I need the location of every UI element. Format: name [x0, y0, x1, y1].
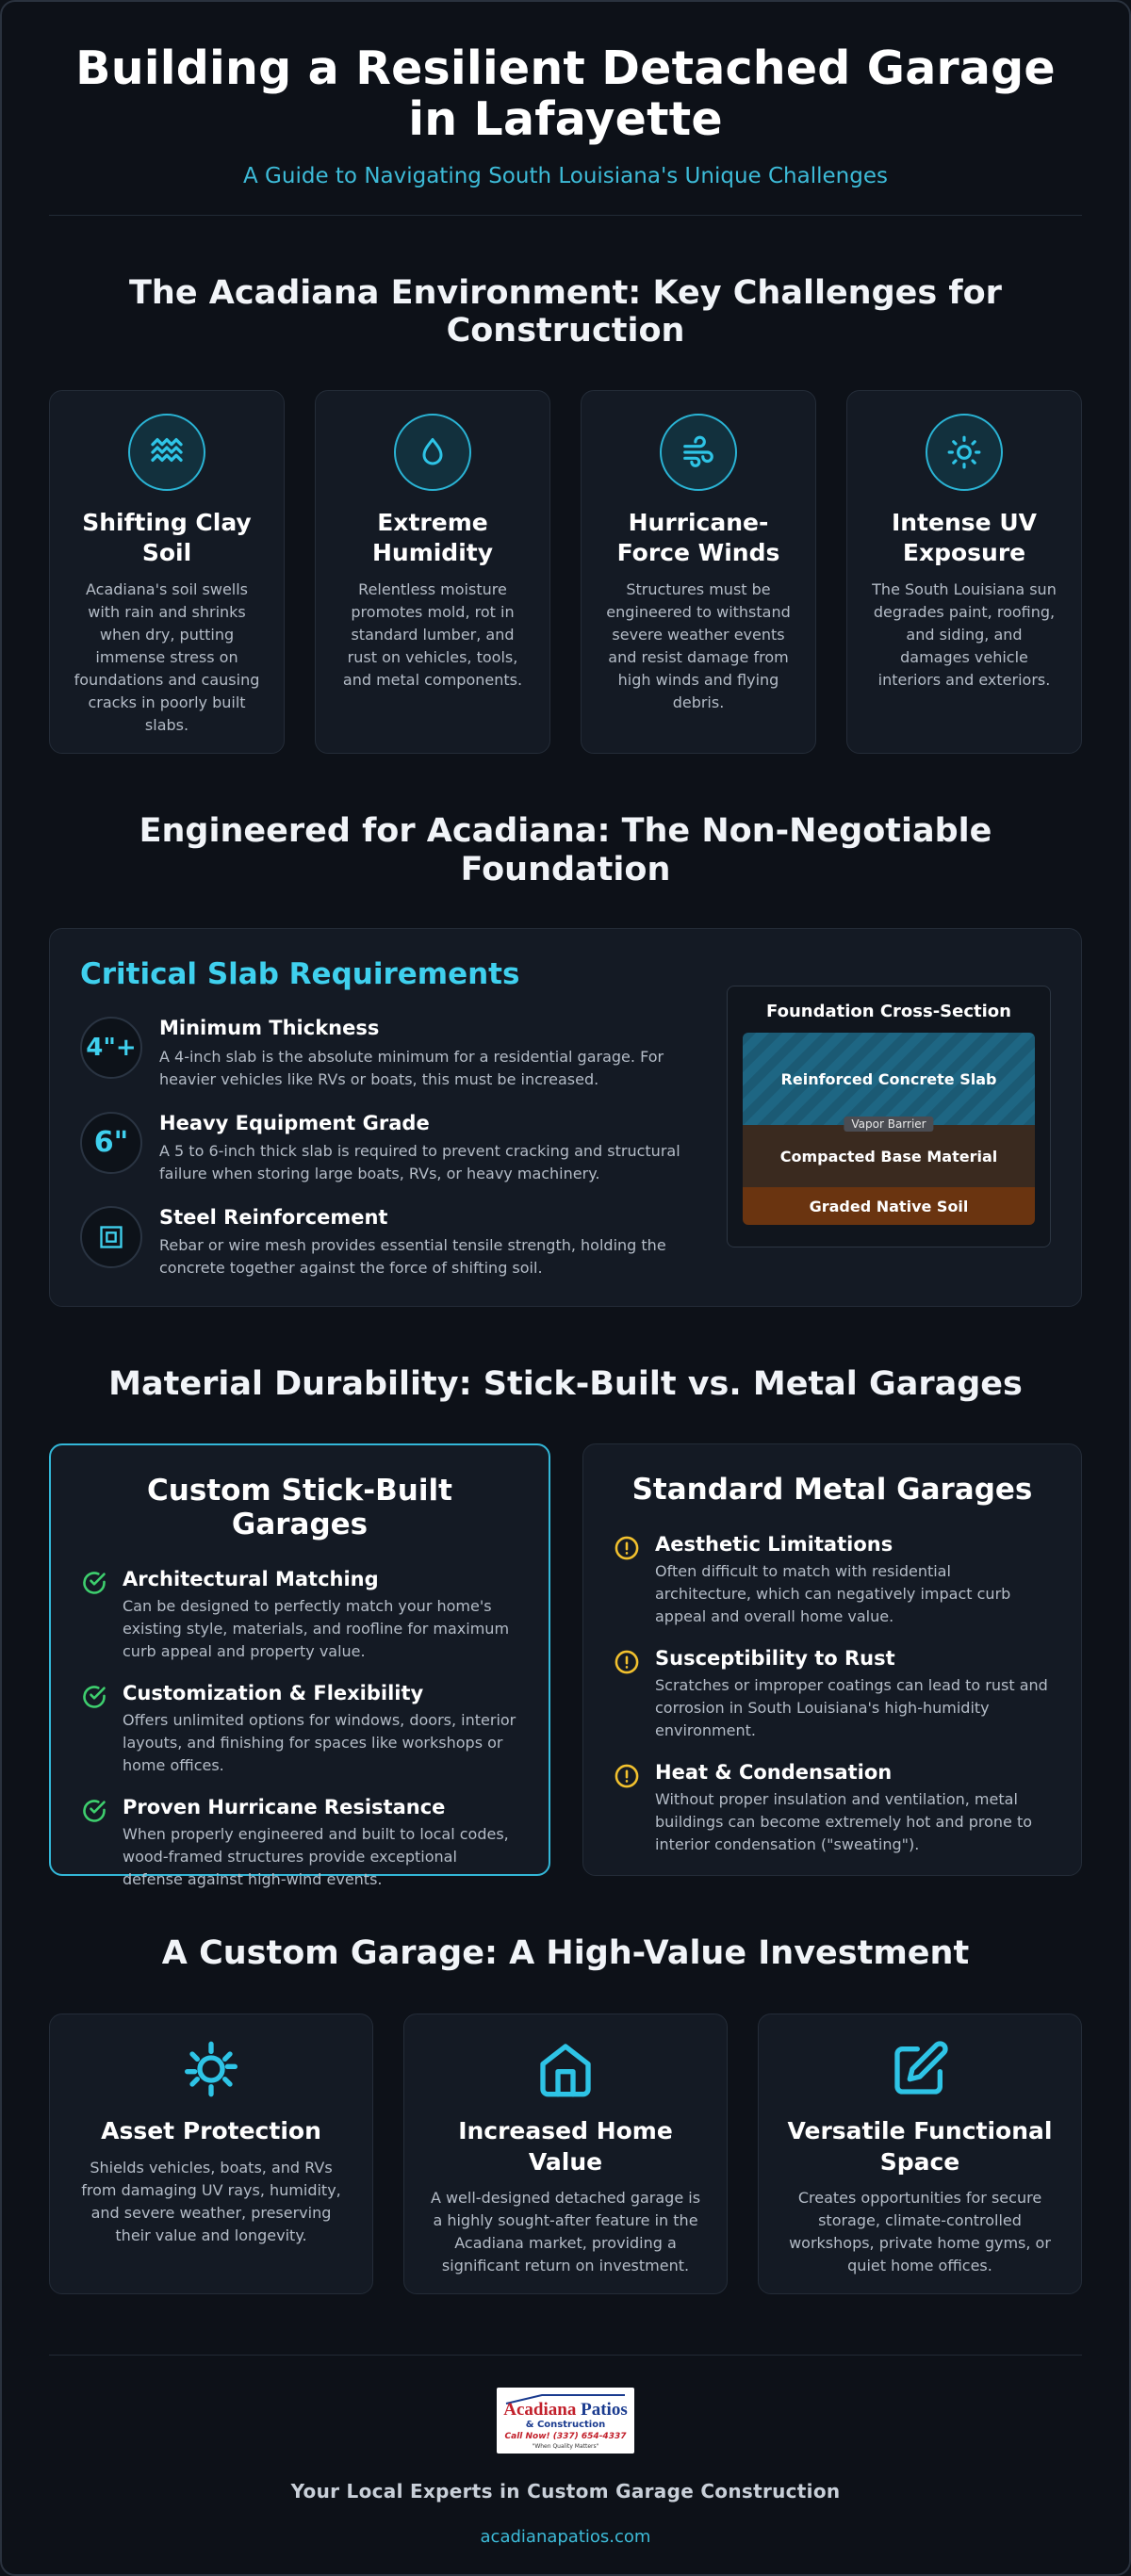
home-icon [535, 2039, 596, 2099]
shield-car-icon [181, 2039, 241, 2099]
challenge-card-humidity [315, 390, 550, 754]
pro-text: Offers unlimited options for windows, doors, interior layouts, and finishing for spaces like workshops or home offices. [123, 1711, 516, 1775]
layer-label: Reinforced Concrete Slab [780, 1069, 997, 1088]
requirement-item [80, 1206, 689, 1280]
investment-section [49, 1934, 1082, 2295]
con-title: Susceptibility to Rust [655, 1646, 895, 1670]
requirement-badge: 4"+ [80, 1017, 142, 1079]
layer-label: Graded Native Soil [809, 1197, 969, 1215]
footer [49, 2388, 1082, 2547]
requirement-item [80, 1017, 689, 1090]
layer-base [743, 1125, 1035, 1187]
foundation-section [49, 812, 1082, 1307]
edit-icon [890, 2039, 950, 2099]
divider [49, 215, 1082, 216]
investment-text: A well-designed detached garage is a highly sought-after feature in the Acadiana market, providing a significant return on investment. [430, 2189, 701, 2275]
metal-card [582, 1443, 1082, 1876]
requirement-text: A 5 to 6-inch thick slab is required to prevent cracking and structural failure when storing large boats, RVs, or heavy machinery. [159, 1141, 680, 1182]
con-text: Often difficult to match with residential architecture, which can negatively impact curb appeal and overall home value. [655, 1561, 1011, 1625]
stick-built-card [49, 1443, 550, 1889]
logo-slogan: "When Quality Matters" [532, 2443, 599, 2451]
investment-card-asset [49, 2014, 373, 2294]
investment-title: Versatile Functional Space [787, 2117, 1053, 2176]
pro-text: When properly engineered and built to local codes, wood-framed structures provide exceptional defense against high-wind events. [123, 1825, 509, 1889]
requirement-text: Rebar or wire mesh provides essential tensile strength, holding the concrete together against the force of shifting soil. [159, 1235, 666, 1277]
challenge-text: The South Louisiana sun degrades paint, roofing, and siding, and damages vehicle interiors and exteriors. [872, 579, 1057, 689]
investment-heading: A Custom Garage: A High-Value Investment [161, 1933, 970, 1972]
check-circle-icon [81, 1798, 107, 1824]
requirement-title: Steel Reinforcement [159, 1205, 388, 1229]
challenge-title: Extreme Humidity [371, 508, 494, 567]
pro-text: Can be designed to perfectly match your home's existing style, materials, and roofline for maximum curb appeal and property value. [123, 1596, 510, 1660]
alert-circle-icon [614, 1535, 640, 1561]
challenge-card-soil [49, 390, 285, 754]
con-item [614, 1647, 1051, 1742]
footer-divider [49, 2355, 1082, 2356]
logo-line-construction: & Construction [525, 2420, 606, 2431]
investment-title: Increased Home Value [458, 2117, 673, 2176]
con-text: Scratches or improper coatings can lead to rust and corrosion in South Louisiana's high-humidity environment. [655, 1676, 1048, 1740]
check-circle-icon [81, 1570, 107, 1596]
requirement-item [80, 1112, 689, 1185]
critical-slab-title: Critical Slab Requirements [80, 957, 520, 992]
requirement-badge: 6" [80, 1112, 142, 1174]
con-title: Heat & Condensation [655, 1761, 893, 1785]
company-logo[interactable] [497, 2388, 634, 2454]
challenge-text: Relentless moisture promotes mold, rot in standard lumber, and rust on vehicles, tools, and metal components. [342, 579, 523, 689]
pro-item [81, 1796, 518, 1891]
investment-card-home-value [403, 2014, 728, 2294]
investment-title: Asset Protection [101, 2117, 321, 2145]
requirement-text: A 4-inch slab is the absolute minimum for a residential garage. For heavier vehicles like RVs or boats, this must be increased. [159, 1047, 664, 1088]
metal-title: Standard Metal Garages [631, 1472, 1033, 1507]
con-item [614, 1533, 1051, 1628]
pro-title: Customization & Flexibility [123, 1681, 424, 1704]
wind-icon [660, 414, 737, 491]
logo-phone: Call Now! (337) 654-4337 [504, 2432, 627, 2442]
footer-tagline: Your Local Experts in Custom Garage Construction [290, 2480, 841, 2503]
challenge-title: Hurricane-Force Winds [616, 508, 780, 567]
square-target-icon [80, 1206, 142, 1268]
challenge-card-uv [846, 390, 1082, 754]
materials-section [49, 1365, 1082, 1889]
alert-circle-icon [614, 1649, 640, 1675]
con-text: Without proper insulation and ventilation, metal buildings can become extremely hot and prone to interior condensation ("sweating"). [655, 1790, 1033, 1854]
footer-website-link[interactable]: acadianapatios.com [480, 2527, 651, 2548]
stick-built-title: Custom Stick-Built Garages [147, 1473, 452, 1541]
materials-heading: Material Durability: Stick-Built vs. Metal Garages [108, 1365, 1023, 1404]
page-subtitle: A Guide to Navigating South Louisiana's Unique Challenges [243, 163, 888, 188]
environment-heading: The Acadiana Environment: Key Challenges for Construction [129, 273, 1002, 351]
investment-text: Creates opportunities for secure storage, climate-controlled workshops, private home gyms, or quiet home offices. [789, 2189, 1051, 2275]
challenge-card-winds [581, 390, 816, 754]
pro-title: Architectural Matching [123, 1567, 379, 1590]
foundation-cross-section [727, 986, 1051, 1247]
sun-icon [926, 414, 1003, 491]
investment-card-space [758, 2014, 1082, 2294]
logo-name: Acadiana Patios [503, 2400, 628, 2421]
layer-label: Compacted Base Material [779, 1147, 998, 1166]
requirement-title: Minimum Thickness [159, 1017, 380, 1040]
waves-icon [128, 414, 205, 491]
cross-section-title: Foundation Cross-Section [766, 1002, 1011, 1022]
pro-item [81, 1682, 518, 1777]
pro-title: Proven Hurricane Resistance [123, 1796, 446, 1819]
pro-item [81, 1568, 518, 1663]
challenge-title: Shifting Clay Soil [82, 508, 252, 567]
alert-circle-icon [614, 1763, 640, 1789]
environment-section [49, 274, 1082, 754]
requirement-title: Heavy Equipment Grade [159, 1111, 430, 1134]
layer-concrete [743, 1033, 1035, 1132]
foundation-heading: Engineered for Acadiana: The Non-Negotiable Foundation [139, 811, 992, 889]
check-circle-icon [81, 1684, 107, 1710]
layer-soil [743, 1187, 1035, 1225]
investment-text: Shields vehicles, boats, and RVs from damaging UV rays, humidity, and severe weather, preserving their value and longevity. [81, 2158, 341, 2244]
foundation-panel [49, 928, 1082, 1307]
hero [49, 2, 1082, 188]
con-title: Aesthetic Limitations [655, 1532, 893, 1556]
con-item [614, 1761, 1051, 1856]
page-title: Building a Resilient Detached Garage in Lafayette [75, 41, 1056, 146]
challenge-title: Intense UV Exposure [892, 508, 1037, 567]
vapor-barrier-label: Vapor Barrier [844, 1117, 933, 1132]
droplet-icon [394, 414, 471, 491]
challenge-text: Structures must be engineered to withstand severe weather events and resist damage from high winds and flying debris. [606, 579, 791, 711]
challenge-text: Acadiana's soil swells with rain and shrinks when dry, putting immense stress on foundations and causing cracks in poorly built slabs. [74, 579, 260, 734]
